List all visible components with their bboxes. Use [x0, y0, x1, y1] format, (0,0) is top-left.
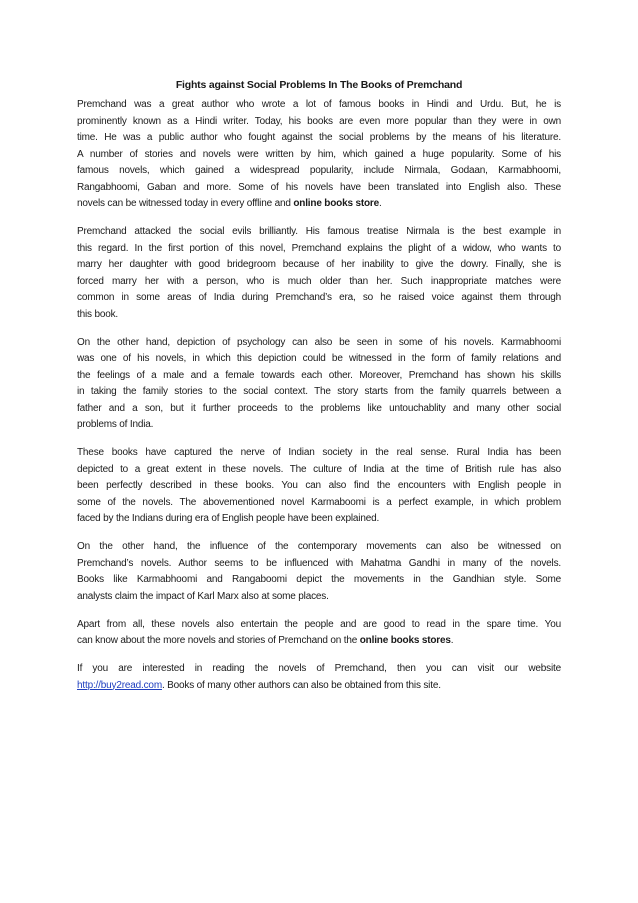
- text-line: Premchand’s novels. Author seems to be influenced with Mahatma Gandhi in many of the novels.: [77, 557, 561, 569]
- text-line: Premchand attacked the social evils brilliantly. His famous treatise Nirmala is the best example in: [77, 226, 561, 237]
- text-line: was one of his novels, in which this depiction could be witnessed in the form of family relations and: [77, 353, 561, 364]
- paragraph: [77, 335, 561, 434]
- text-line: this regard. In the first portion of this novel, Premchand explains the plight of a widow, who wants to: [77, 242, 561, 254]
- text-line: On the other hand, depiction of psychology can also be seen in some of his novels. Karmabhoomi: [77, 336, 561, 348]
- text-line: forced marry her with a person, who is much older than her. Such inappropriate matches were: [77, 275, 561, 287]
- text-segment: .: [379, 198, 382, 209]
- document-body: [77, 97, 561, 706]
- text-segment: novels can be witnessed today in every offline and: [77, 198, 294, 209]
- paragraph: [77, 445, 561, 528]
- text-line: time. He was a public author who fought against the social problems by the means of his literature.: [77, 132, 561, 143]
- text-line: some of the novels. The abovementioned novel Karmaboomi is a perfect example, in which problem: [77, 496, 561, 508]
- text-line: prominently known as a Hindi writer. Today, his books are even more popular than they were in own: [77, 115, 561, 127]
- bold-text: online books stores: [359, 635, 451, 646]
- text-line: problems of India.: [77, 419, 154, 430]
- text-line: These books have captured the nerve of Indian society in the real sense. Rural India has been: [77, 447, 561, 458]
- paragraph: [77, 539, 561, 605]
- text-segment: can know about the more novels and stories of Premchand on the: [77, 635, 360, 646]
- text-line: famous novels, which gained a widespread popularity, include Nirmala, Godaan, Karmabhoomi,: [77, 165, 561, 176]
- text-line: [77, 196, 561, 213]
- text-line: [77, 633, 561, 650]
- text-line: On the other hand, the influence of the contemporary movements can also be witnessed on: [77, 541, 561, 552]
- text-line: A number of stories and novels were written by him, which gained a huge popularity. Some of his: [77, 148, 561, 160]
- text-segment: .: [450, 635, 454, 646]
- text-line: analysts claim the impact of Karl Marx also at some places.: [77, 590, 329, 602]
- document-title: Fights against Social Problems In The Books of Premchand: [175, 79, 463, 91]
- text-line: this book.: [77, 308, 119, 320]
- text-segment: . Books of many other authors can also be obtained from this site.: [161, 679, 441, 691]
- text-line: [77, 678, 561, 695]
- paragraph: [77, 224, 561, 323]
- paragraph: [77, 661, 561, 694]
- text-line: Books like Karmabhoomi and Rangaboomi depict the movements in the Gandhian style. Some: [77, 574, 561, 585]
- text-line: father and a son, but it further proceeds to the problems like untouchablity and many other social: [77, 402, 561, 414]
- text-line: Rangabhoomi, Gaban and more. Some of his novels have been translated into English also. These: [77, 181, 561, 193]
- paragraph: [77, 617, 561, 650]
- text-line: been perfectly described in these books. You can also find the encounters with English people in: [77, 480, 561, 491]
- paragraph: [77, 97, 561, 213]
- text-line: depicted to a great extent in these novels. The culture of India at the time of British rule has also: [77, 463, 561, 475]
- text-line: in taking the family stories to the social context. The story starts from the family quarrels between a: [77, 386, 561, 397]
- text-line: marry her daughter with good bridegroom because of her inability to give the dowry. Finally, she is: [77, 259, 561, 270]
- text-line: faced by the Indians during era of English people have been explained.: [77, 513, 380, 524]
- text-line: the feelings of a male and a female towards each other. Moreover, Premchand has shown his skills: [77, 369, 561, 381]
- text-line: Premchand was a great author who wrote a lot of famous books in Hindi and Urdu. But, he is: [77, 99, 561, 110]
- website-link[interactable]: http://buy2read.com: [77, 679, 162, 691]
- text-line: If you are interested in reading the novels of Premchand, then you can visit our website: [77, 663, 561, 674]
- text-line: common in some areas of India during Premchand’s era, so he raised voice against them through: [77, 292, 561, 303]
- text-line: Apart from all, these novels also entertain the people and are good to read in the spare time. You: [77, 618, 561, 630]
- bold-text: online books store: [293, 198, 380, 209]
